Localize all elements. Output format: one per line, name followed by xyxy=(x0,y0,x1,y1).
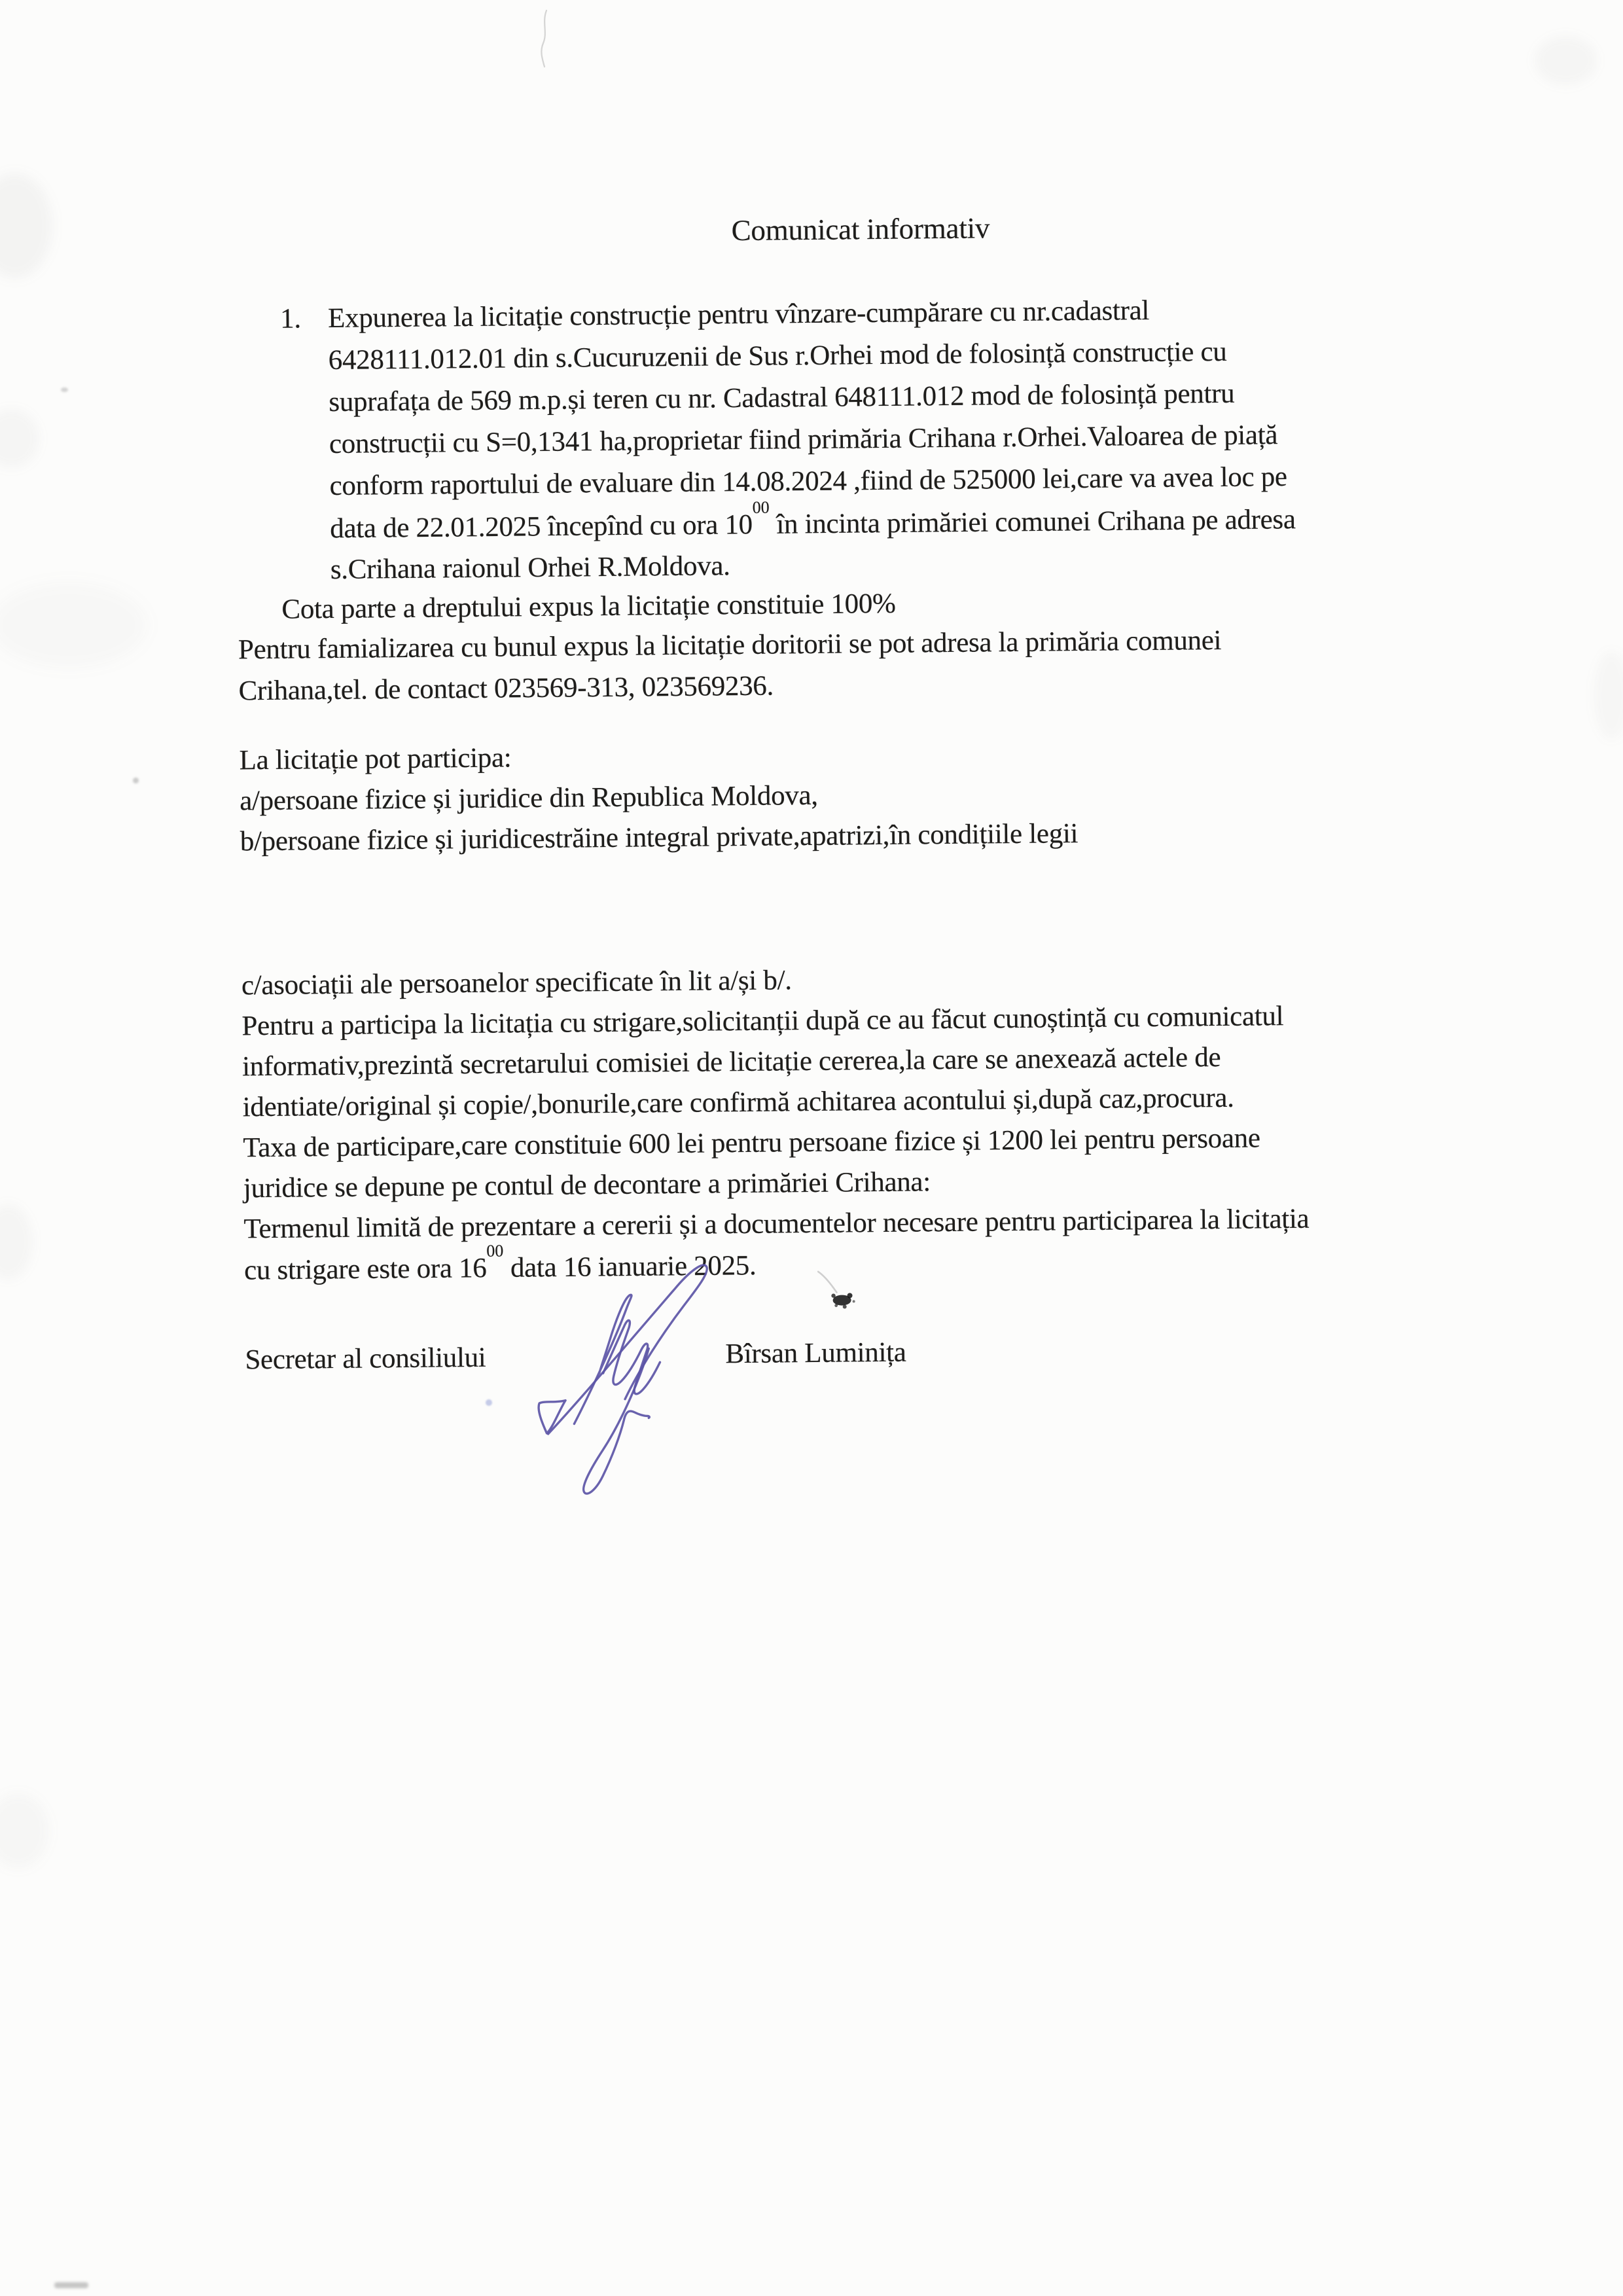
info-line: Crihana,tel. de contact 023569-313, 023569236. xyxy=(238,670,774,707)
procedure-line: Termenul limită de prezentare a cererii și a documentelor necesare pentru participarea la licitația xyxy=(243,1203,1310,1245)
item-line: construcții cu S=0,1341 ha,proprietar fiind primăria Crihana r.Orhei.Valoarea de piață xyxy=(329,420,1278,460)
procedure-line: informativ,prezintă secretarului comisiei de licitație cererea,la care se anexează actele de xyxy=(241,1042,1221,1083)
item-line: 6428111.012.01 din s.Cucuruzenii de Sus r.Orhei mod de folosință construcție cu xyxy=(328,336,1227,376)
hour-superscript: 00 xyxy=(752,497,770,517)
participants-item-a: a/persoane fizice și juridice din Republica Moldova, xyxy=(240,780,818,817)
item-line-text: în incinta primăriei comunei Crihana pe adresa xyxy=(769,504,1296,540)
item-line: s.Crihana raionul Orhei R.Moldova. xyxy=(330,550,730,586)
document-title: Comunicat informativ xyxy=(731,211,990,247)
deadline-text: cu strigare este ora 16 xyxy=(243,1253,487,1286)
participants-item-b: b/persoane fizice și juridicestrăine integral private,apatrizi,în condițiile legii xyxy=(240,818,1079,857)
procedure-line: Taxa de participare,care constituie 600 lei pentru persoane fizice și 1200 lei pentru persoane xyxy=(243,1122,1260,1164)
item-line xyxy=(330,497,1296,545)
procedure-line: juridice se depune pe contul de decontare a primăriei Crihana: xyxy=(243,1166,931,1204)
procedure-line: identiate/original și copie/,bonurile,care confirmă achitarea acontului și,după caz,procura. xyxy=(242,1082,1234,1123)
participants-heading: La licitație pot participa: xyxy=(239,742,512,776)
participants-item-c: c/asociații ale persoanelor specificate în lit a/și b/. xyxy=(241,965,792,1001)
cota-line: Cota parte a dreptului expus la licitație constituie 100% xyxy=(281,588,896,625)
item-line-text: data de 22.01.2025 începînd cu ora 10 xyxy=(330,509,753,545)
info-line: Pentru famializarea cu bunul expus la licitație doritorii se pot adresa la primăria comunei xyxy=(238,624,1222,666)
deadline-text: data 16 ianuarie 2025. xyxy=(503,1250,757,1283)
item-line: Expunerea la licitație construcție pentru vînzare-cumpărare cu nr.cadastral xyxy=(327,295,1150,334)
hour-superscript: 00 xyxy=(486,1241,504,1261)
item-line: suprafața de 569 m.p.și teren cu nr. Cadastral 648111.012 mod de folosință pentru xyxy=(329,378,1235,418)
item-line: conform raportului de evaluare din 14.08.2024 ,fiind de 525000 lei,care va avea loc pe xyxy=(329,461,1287,502)
signature-scribble xyxy=(517,1238,762,1522)
item-number: 1. xyxy=(279,303,302,334)
signature-name: Bîrsan Luminița xyxy=(725,1336,906,1370)
procedure-line: Pentru a participa la licitația cu strigare,solicitanții după ce au făcut cunoștință cu comunicatul xyxy=(241,1001,1284,1042)
signature-role: Secretar al consiliului xyxy=(245,1342,486,1376)
ink-smudge xyxy=(812,1259,871,1319)
